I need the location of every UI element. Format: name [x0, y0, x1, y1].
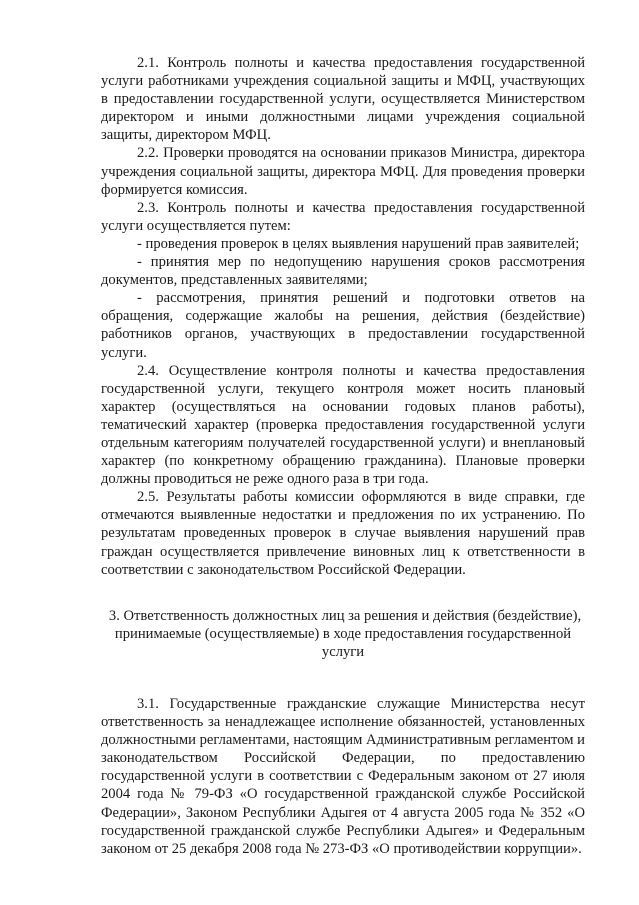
paragraph-2-5: 2.5. Результаты работы комиссии оформляются в виде справки, где отмечаются выявленные недостатки и предложения по их устранению. По результатам проведенных проверок в случае выявления нарушений прав граждан осуществляется привлечение виновных лиц к ответственности в соответствии с законодательством Российской Федерации. — [101, 489, 585, 578]
list-item-measures: - принятия мер по недопущению нарушения сроков рассмотрения документов, представленных заявителями; — [101, 254, 585, 289]
paragraph-2-3: 2.3. Контроль полноты и качества предоставления государственной услуги осуществляется путем: — [101, 199, 585, 234]
section-3-heading-line-3: услуги — [321, 643, 365, 660]
paragraph-2-4: 2.4. Осуществление контроля полноты и качества предоставления государственной услуги, текущего контроля может носить плановый характер (осуществляться на основании годовых планов работы), тематический характер (проверка предоставления государственной услуги отдельным категориям получателей государственной услуги) и внеплановый характер (по конкретному обращению гражданина). Плановые проверки должны проводиться не реже одного раза в три года. — [101, 362, 585, 488]
section-3-heading-line-1: 3. Ответственность должностных лиц за решения и действия (бездействие), — [108, 607, 582, 624]
paragraph-2-1: 2.1. Контроль полноты и качества предоставления государственной услуги работниками учреждения социальной защиты и МФЦ, участвующих в предоставлении государственной услуги, осуществляется Министерством директором и иными должностными лицами учреждения социальной защиты, директором МФЦ. — [101, 55, 585, 144]
list-item-checks: - проведения проверок в целях выявления нарушений прав заявителей; — [137, 235, 580, 252]
list-item-complaints: - рассмотрения, принятия решений и подготовки ответов на обращения, содержащие жалобы на решения, действия (бездействие) работников органов, участвующих в предоставлении государственной услуги. — [101, 290, 585, 361]
document-body — [101, 54, 585, 858]
paragraph-2-2: 2.2. Проверки проводятся на основании приказов Министра, директора учреждения социальной защиты, директора МФЦ. Для проведения проверки формируется комиссия. — [101, 145, 585, 198]
paragraph-3-1: 3.1. Государственные гражданские служащие Министерства несут ответственность за ненадлежащее исполнение обязанностей, установленных должностными регламентами, настоящим Административным регламентом и законодательством Российской Федерации, по предоставлению государственной услуги в соответствии с Федеральным законом от 27 июля 2004 года № 79-ФЗ «О государственной гражданской службе Российской Федерации», Законом Республики Адыгея от 4 августа 2005 года № 352 «О государственной гражданской службе Республики Адыгея» и Федеральным законом от 25 декабря 2008 года № 273-ФЗ «О противодействии коррупции». — [101, 696, 585, 857]
section-3-heading-line-2: принимаемые (осуществляемые) в ходе предоставления государственной — [114, 625, 572, 642]
